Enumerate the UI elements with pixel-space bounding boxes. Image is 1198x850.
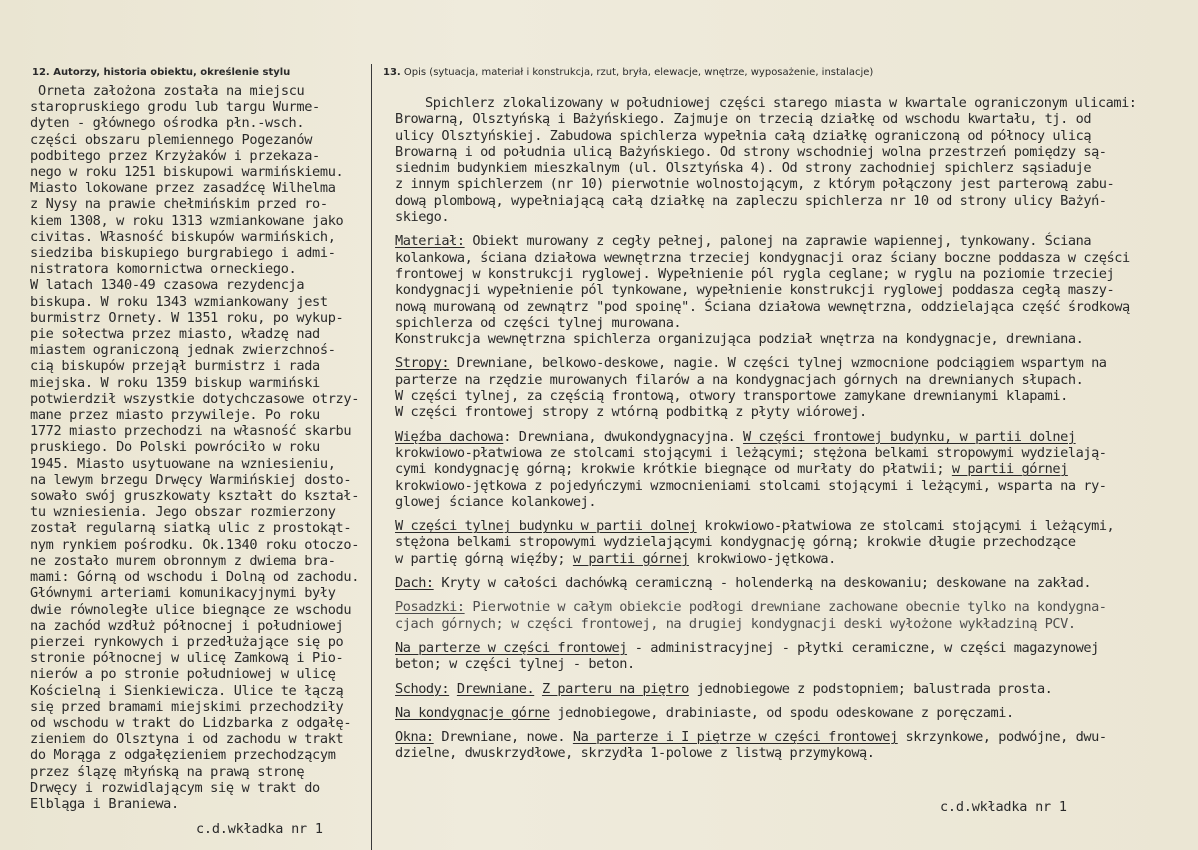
description-line bbox=[395, 616, 1170, 632]
history-line: mami: Górną od wschodu i Dolną od zachodu. bbox=[30, 569, 360, 586]
history-line: dyten - głównego ośrodka płn.-wsch. bbox=[30, 115, 305, 132]
description-line bbox=[395, 299, 1170, 315]
description-text-run: kolankowa, ściana działowa wewnętrzna trzeciej kondygnacji oraz ściany boczne poddasza w części bbox=[395, 249, 1130, 266]
history-line: Kościelną i Sienkiewicza. Ulice te łączą bbox=[30, 682, 344, 699]
description-line bbox=[395, 534, 1170, 550]
description-line bbox=[395, 160, 1170, 176]
description-line bbox=[395, 355, 1170, 371]
description-line bbox=[395, 429, 1170, 445]
underlined-term: Na kondygnacje górne bbox=[395, 704, 550, 721]
description-paragraph bbox=[395, 729, 1170, 762]
description-text-run: z innym spichlerzem (nr 10) pierwotnie wolnostojącym, z którym połączony jest parterową zabu- bbox=[395, 176, 1115, 193]
description-text-run: cymi kondygnację górną; krokwie krótkie biegnące od murłaty do płatwii; bbox=[395, 461, 952, 478]
description-line bbox=[395, 111, 1170, 127]
description-line bbox=[395, 729, 1170, 745]
history-line: W latach 1340-49 czasowa rezydencja bbox=[30, 277, 305, 294]
description-text-run: Browarną i od południa ulicą Bażyńskiego. Od strony wschodniej wolna przestrzeń pomiędzy są- bbox=[395, 143, 1107, 160]
history-line: został regularną siatką ulic z prostokąt- bbox=[30, 520, 352, 537]
history-line: ne zostało murem obronnym z dwiema bra- bbox=[30, 552, 336, 569]
history-line: na lewym brzegu Drwęcy Warmińskiej dosto- bbox=[30, 471, 352, 488]
history-line: tu wzniesienia. Jego obszar rozmierzony bbox=[30, 504, 336, 521]
description-line bbox=[395, 478, 1170, 494]
history-line: od wschodu w trakt do Lidzbarka z odgałę- bbox=[30, 714, 352, 731]
description-line bbox=[395, 331, 1170, 347]
history-line: pruskiego. Do Polski powróciło w roku bbox=[30, 439, 320, 456]
description-text-run: Browarną, Olsztyńską i Bażyńskiego. Zajmuje on trzecią działkę od wschodu kwartału, tj. od bbox=[395, 111, 1092, 128]
description-text-run: skrzynkowe, podwójne, dwu- bbox=[897, 729, 1107, 746]
underlined-term: Na parterze w części frontowej bbox=[395, 639, 628, 656]
history-line: nym rynkiem pośrodku. Ok.1340 roku otoczo- bbox=[30, 536, 360, 553]
history-line: siedziba biskupiego burgrabiego i admi- bbox=[30, 245, 336, 262]
description-text-run: skiego. bbox=[395, 209, 450, 226]
description-line bbox=[395, 250, 1170, 266]
history-line: burmistrz Ornety. W 1351 roku, po wykup- bbox=[30, 309, 344, 326]
description-text-run: dową plombową, wypełniającą całą działkę na zapleczu spichlerza nr 10 od strony ulicy Bażyń- bbox=[395, 192, 1107, 209]
history-line: Drwęcy i rozwidlającym się w trakt do bbox=[30, 779, 320, 796]
history-line: Głównymi arteriami komunikacyjnymi były bbox=[30, 585, 336, 602]
underlined-term: Okna: bbox=[395, 729, 434, 746]
description-paragraph bbox=[395, 575, 1170, 591]
description-text-run: Obiekt murowany z cegły pełnej, palonej na zaprawie wapiennej, tynkowany. Ściana bbox=[464, 233, 1092, 250]
history-line: staropruskiego grodu lub targu Wurme- bbox=[30, 99, 320, 116]
underlined-term: W części tylnej budynku w partii dolnej bbox=[395, 518, 697, 535]
description-text-run: frontowej w konstrukcji ryglowej. Wypełnienie pól rygla ceglane; w ryglu na poziomie trzeciej bbox=[395, 265, 1115, 282]
section-13-heading bbox=[383, 67, 873, 78]
description-line bbox=[395, 372, 1170, 388]
description-paragraph bbox=[395, 355, 1170, 420]
description-text-run: spichlerza od części tylnej murowana. bbox=[395, 314, 682, 331]
history-line: pierzei rynkowych i przedłużające się po bbox=[30, 633, 344, 650]
description-text-run: kondygnacji wypełnienie pól tynkowane, wypełnienie konstrukcji ryglowej poddasza cegłą maszy- bbox=[395, 282, 1115, 299]
description-paragraph bbox=[395, 705, 1170, 721]
description-line bbox=[395, 681, 1170, 697]
description-text-run: Drewniane, belkowo-deskowe, nagie. W części tylnej wzmocnione podciągiem wspartym na bbox=[449, 355, 1107, 372]
description-text bbox=[395, 95, 1170, 770]
description-text-run: glowej ściance kolankowej. bbox=[395, 493, 597, 510]
description-text-run: stężona belkami stropowymi wydzielającymi kondygnację górną; krokwie długie przechodzące bbox=[395, 534, 1076, 551]
section-12-number: 12. bbox=[32, 67, 50, 78]
history-line: miastem ograniczoną jednak zwierzchnoś- bbox=[30, 342, 336, 359]
underlined-term: w partii górnej bbox=[572, 550, 689, 567]
description-text-run: Kryty w całości dachówką ceramiczną - holenderką na deskowaniu; deskowane na zakład. bbox=[433, 575, 1092, 592]
description-line bbox=[395, 144, 1170, 160]
description-text-run: W części frontowej stropy z wtórną podbitką z płyty wiórowej. bbox=[395, 404, 867, 421]
description-text-run: Drewniane, nowe. bbox=[433, 729, 573, 746]
description-line bbox=[395, 656, 1170, 672]
history-line: mane przez miasto przywileje. Po roku bbox=[30, 407, 320, 424]
history-line: 1945. Miasto usytuowane na wzniesieniu, bbox=[30, 455, 336, 472]
history-line: stronie północnej w ulicę Zamkową i Pio- bbox=[30, 650, 344, 667]
description-line bbox=[395, 575, 1170, 591]
description-line bbox=[395, 640, 1170, 656]
description-line bbox=[395, 233, 1170, 249]
history-line: Elbląga i Braniewa. bbox=[30, 795, 179, 812]
description-text-run: jednobiegowe z podstopniem; balustrada prosta. bbox=[688, 680, 1053, 697]
description-line bbox=[395, 404, 1170, 420]
history-line: przez ślązę młyńską na prawą stronę bbox=[30, 763, 305, 780]
description-text-run: ulicy Olsztyńskiej. Zabudowa spichlerza wypełnia całą działkę ograniczoną od północy ulicą bbox=[395, 127, 1092, 144]
underlined-term: Materiał: bbox=[395, 233, 465, 250]
history-line: pie sołectwa przez miasto, władzę nad bbox=[30, 326, 320, 343]
history-line: miejska. W roku 1359 biskup warmiński bbox=[30, 374, 320, 391]
underlined-term: Na parterze i I piętrze w części frontowej bbox=[572, 729, 898, 746]
description-text-run: - administracyjnej - płytki ceramiczne, w części magazynowej bbox=[627, 639, 1099, 656]
history-line: 1772 miasto przechodzi na własność skarbu bbox=[30, 423, 352, 440]
description-paragraph bbox=[395, 640, 1170, 673]
section-12-title: Autorzy, historia obiektu, określenie stylu bbox=[53, 67, 291, 78]
underlined-term: Dach: bbox=[395, 575, 434, 592]
description-text-run: krokwiowo-jętkowa. bbox=[688, 550, 836, 567]
history-line: potwierdził wszystkie dotychczasowe otrzy- bbox=[30, 390, 360, 407]
section-13-title: Opis (sytuacja, materiał i konstrukcja, rzut, bryła, elewacje, wnętrze, wyposażenie, instalacje) bbox=[403, 67, 874, 78]
history-line: nistratora komornictwa orneckiego. bbox=[30, 261, 297, 278]
description-text-run bbox=[449, 681, 457, 697]
section-12-heading bbox=[32, 67, 290, 78]
description-text-run: Pierwotnie w całym obiekcie podłogi drewniane zachowane obecnie tylko na kondygna- bbox=[464, 599, 1107, 616]
description-paragraph bbox=[395, 599, 1170, 632]
description-line bbox=[395, 599, 1170, 615]
history-line: Orneta założona została na miejscu bbox=[38, 83, 305, 99]
description-text-run: parterze na rzędzie murowanych filarów a na kondygnacjach górnych na drewnianych słupach. bbox=[395, 371, 1084, 388]
history-line: civitas. Własność biskupów warmińskich, bbox=[30, 228, 336, 245]
underlined-term: Z parteru na piętro bbox=[541, 680, 689, 697]
underlined-term: Więźba dachowa bbox=[395, 428, 504, 445]
description-text-run: krokwiowo-jętkowa z pojedyńczymi wzmocnieniami stolcami stojącymi i leżącymi, wsparta na ry- bbox=[395, 477, 1107, 494]
history-line: na zachód wzdłuż północnej i południowej bbox=[30, 617, 344, 634]
description-line bbox=[395, 282, 1170, 298]
history-line: sowało swój gruszkowaty kształt do kształ- bbox=[30, 488, 360, 505]
history-line: cią biskupów przejął burmistrz i rada bbox=[30, 358, 320, 375]
description-line bbox=[395, 388, 1170, 404]
description-text-run: : Drewniana, dwukondygnacyjna. bbox=[503, 428, 744, 445]
description-line bbox=[395, 128, 1170, 144]
history-line: z Nysy na prawie chełmińskim przed ro- bbox=[30, 196, 328, 213]
description-text-run: beton; w części tylnej - beton. bbox=[395, 656, 635, 673]
description-text-run: nową murowaną od zewnątrz "pod spoinę". Ściana działowa wewnętrzna, oddzielająca część środkową bbox=[395, 298, 1130, 315]
description-text-run: cjach górnych; w części frontowej, na drugiej kondygnacji deski wyłożone wykładziną PCV. bbox=[395, 615, 1076, 632]
description-line bbox=[395, 461, 1170, 477]
history-line: zieniem do Olsztyna i od zachodu w trakt bbox=[30, 731, 344, 748]
description-line bbox=[395, 445, 1170, 461]
description-text-run: Spichlerz zlokalizowany w południowej części starego miasta w kwartale ograniczonym ulicami: bbox=[425, 95, 1137, 111]
history-line: się przed bramami miejskimi przechodziły bbox=[30, 698, 344, 715]
description-text-run: jednobiegowe, drabiniaste, od spodu odeskowane z poręczami. bbox=[549, 704, 1014, 721]
description-line bbox=[395, 176, 1170, 192]
description-line bbox=[395, 266, 1170, 282]
description-text-run: Konstrukcja wewnętrzna spichlerza organizująca podział wnętrza na kondygnacje, drewniana. bbox=[395, 331, 1084, 348]
underlined-term: Posadzki: bbox=[395, 599, 465, 616]
description-text-run: siednim budynkiem mieszkalnym (ul. Olsztyńska 4). Od strony zachodniej spichlerz sąsiaduje bbox=[395, 160, 1092, 177]
description-text-run bbox=[534, 681, 542, 697]
underlined-term: Schody: bbox=[395, 680, 450, 697]
footer-right-note: c.d.wkładka nr 1 bbox=[940, 799, 1067, 815]
description-paragraph bbox=[395, 518, 1170, 567]
description-line bbox=[395, 95, 1170, 111]
description-line bbox=[395, 209, 1170, 225]
history-line: części obszaru plemiennego Pogezanów bbox=[30, 131, 313, 148]
history-line: podbitego przez Krzyżaków i przekaza- bbox=[30, 147, 320, 164]
history-line: nierów a po stronie południowej w ulicę bbox=[30, 666, 336, 683]
description-text-run: krokwiowo-płatwiowa ze stolcami stojącymi i leżącymi; stężona belkami stropowymi wydzielają- bbox=[395, 444, 1107, 461]
description-line bbox=[395, 551, 1170, 567]
description-line bbox=[395, 193, 1170, 209]
description-text-run: w partię górną więźby; bbox=[395, 550, 573, 567]
description-paragraph bbox=[395, 681, 1170, 697]
section-13-number: 13. bbox=[383, 67, 401, 78]
description-line bbox=[395, 494, 1170, 510]
description-line bbox=[395, 705, 1170, 721]
description-line bbox=[395, 518, 1170, 534]
underlined-term: Drewniane. bbox=[456, 680, 535, 697]
description-paragraph bbox=[395, 233, 1170, 347]
underlined-term: Stropy: bbox=[395, 355, 450, 372]
description-text-run: krokwiowo-płatwiowa ze stolcami stojącymi i leżącymi, bbox=[696, 518, 1115, 535]
history-line: nego w roku 1251 biskupowi warmińskiemu. bbox=[30, 164, 344, 181]
history-line: Miasto lokowane przez zasadźcę Wilhelma bbox=[30, 180, 336, 197]
description-line bbox=[395, 745, 1170, 761]
history-line: kiem 1308, w roku 1313 wzmiankowane jako bbox=[30, 212, 344, 229]
history-text bbox=[30, 83, 370, 812]
underlined-term: w partii górnej bbox=[951, 461, 1068, 478]
description-paragraph bbox=[395, 429, 1170, 510]
footer-left-note: c.d.wkładka nr 1 bbox=[196, 821, 323, 837]
column-divider bbox=[371, 64, 372, 850]
description-text-run: dzielne, dwuskrzydłowe, skrzydła 1-polowe z listwą przymykową. bbox=[395, 745, 875, 762]
history-line: biskupa. W roku 1343 wzmiankowany jest bbox=[30, 293, 328, 310]
description-line bbox=[395, 315, 1170, 331]
history-line: do Morąga z odgałęzieniem przechodzącym bbox=[30, 747, 336, 764]
history-line: dwie równoległe ulice biegnące ze wschodu bbox=[30, 601, 352, 618]
description-text-run: W części tylnej, za częścią frontową, otwory transportowe zamykane drewnianymi klapami. bbox=[395, 388, 1068, 405]
underlined-term: W części frontowej budynku, w partii dolnej bbox=[743, 428, 1076, 445]
description-paragraph bbox=[395, 95, 1170, 225]
